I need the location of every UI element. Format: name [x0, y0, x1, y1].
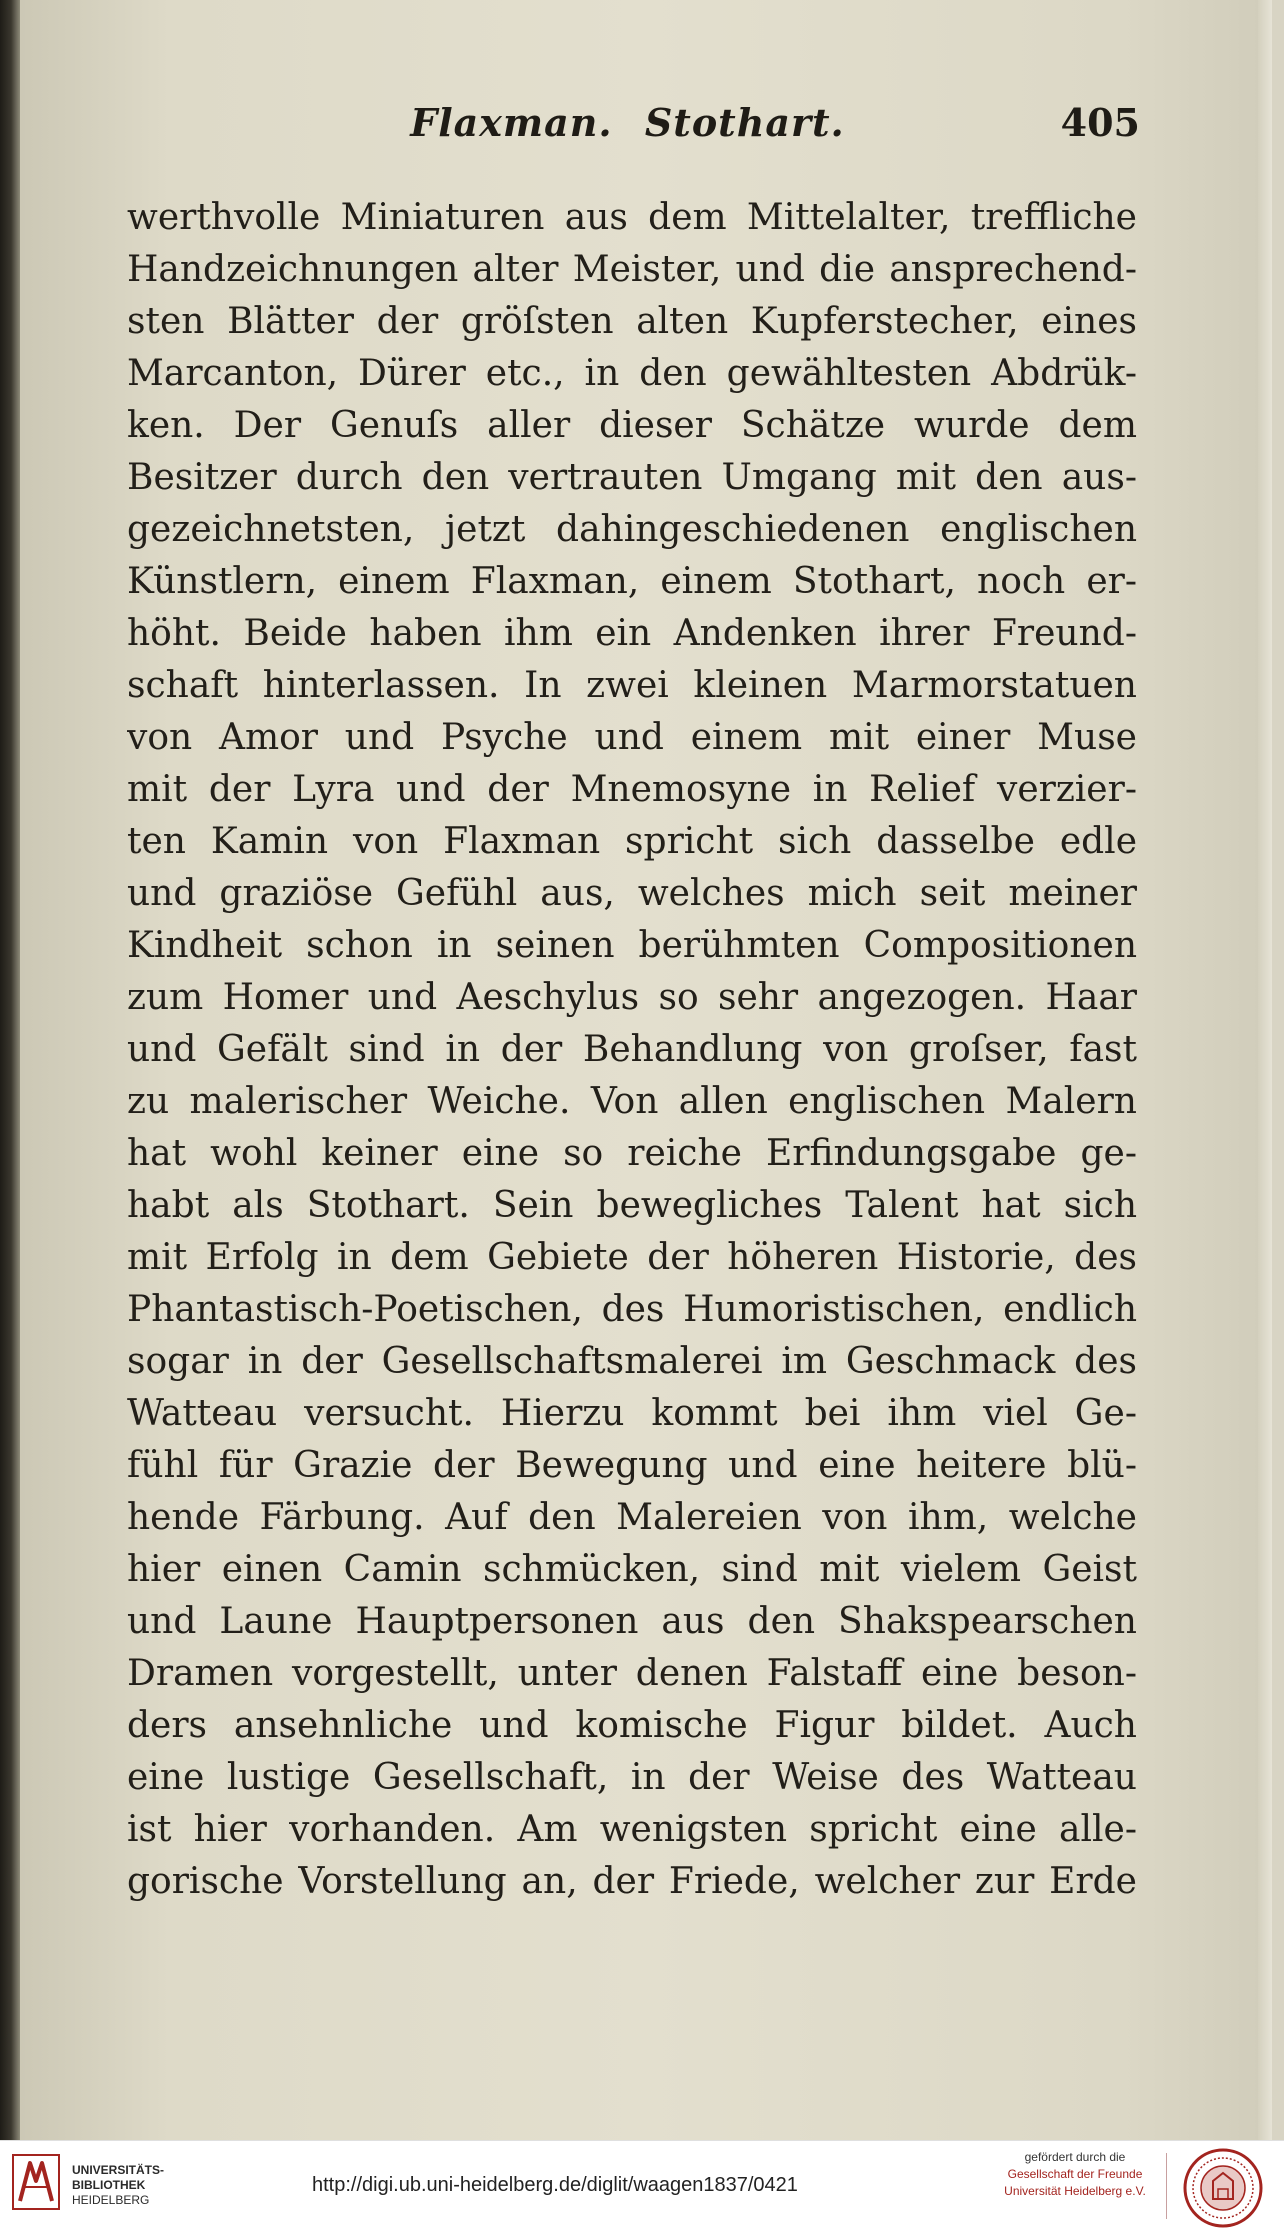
- text-line: hier einen Camin schmücken, sind mit vielem Geist: [127, 1549, 1137, 1590]
- scanned-page: [20, 0, 1272, 2140]
- library-name-line: HEIDELBERG: [72, 2193, 150, 2207]
- text-line: Handzeichnungen alter Meister, und die ansprechend-: [127, 249, 1137, 290]
- text-line: ken. Der Genuſs aller dieser Schätze wurde dem: [127, 405, 1137, 446]
- page-number: 405: [1060, 100, 1140, 145]
- university-library-logo-icon: [10, 2151, 62, 2213]
- text-line: gorische Vorstellung an, der Friede, welcher zur Erde: [127, 1861, 1137, 1902]
- university-seal-icon: [1182, 2147, 1264, 2229]
- text-line: höht. Beide haben ihm ein Andenken ihrer Freund-: [127, 613, 1137, 654]
- running-head: [115, 100, 1140, 152]
- text-line: habt als Stothart. Sein bewegliches Talent hat sich: [127, 1185, 1137, 1226]
- text-line: Kindheit schon in seinen berühmten Compositionen: [127, 925, 1137, 966]
- text-line: mit der Lyra und der Mnemosyne in Relief verzier-: [127, 769, 1137, 810]
- text-line: und Gefält sind in der Behandlung von groſser, fast: [127, 1029, 1137, 1070]
- book-binding-edge: [0, 0, 20, 2140]
- text-line: Watteau versucht. Hierzu kommt bei ihm viel Ge-: [127, 1393, 1137, 1434]
- sponsor-label: gefördert durch die: [1024, 2150, 1126, 2164]
- permalink-url[interactable]: http://digi.ub.uni-heidelberg.de/diglit/waagen1837/0421: [312, 2174, 798, 2196]
- sponsor-name: Universität Heidelberg e.V.: [1004, 2184, 1146, 2198]
- text-line: gezeichnetsten, jetzt dahingeschiedenen englischen: [127, 509, 1137, 550]
- text-line: ten Kamin von Flaxman spricht sich dasselbe edle: [127, 821, 1137, 862]
- text-line: und Laune Hauptpersonen aus den Shakspearschen: [127, 1601, 1137, 1642]
- text-line: ist hier vorhanden. Am wenigsten spricht eine alle-: [127, 1809, 1137, 1850]
- text-line: von Amor und Psyche und einem mit einer Muse: [127, 717, 1137, 758]
- text-line: Künstlern, einem Flaxman, einem Stothart, noch er-: [127, 561, 1137, 602]
- library-name: [72, 2163, 164, 2208]
- text-line: ders ansehnliche und komische Figur bildet. Auch: [127, 1705, 1137, 1746]
- text-line: zum Homer und Aeschylus so sehr angezogen. Haar: [127, 977, 1137, 1018]
- text-line: werthvolle Miniaturen aus dem Mittelalter, treffliche: [127, 197, 1137, 238]
- text-line: hat wohl keiner eine so reiche Erfindungsgabe ge-: [127, 1133, 1137, 1174]
- sponsor-divider: [1166, 2153, 1167, 2219]
- text-line: hende Färbung. Auf den Malereien von ihm, welche: [127, 1497, 1137, 1538]
- text-line: Besitzer durch den vertrauten Umgang mit den aus-: [127, 457, 1137, 498]
- text-line: eine lustige Gesellschaft, in der Weise des Watteau: [127, 1757, 1137, 1798]
- text-line: und graziöse Gefühl aus, welches mich seit meiner: [127, 873, 1137, 914]
- text-line: Phantastisch-Poetischen, des Humoristischen, endlich: [127, 1289, 1137, 1330]
- page-edge: [1258, 0, 1272, 2140]
- text-line: Dramen vorgestellt, unter denen Falstaff eine beson-: [127, 1653, 1137, 1694]
- library-name-line: BIBLIOTHEK: [72, 2178, 146, 2192]
- text-line: schaft hinterlassen. In zwei kleinen Marmorstatuen: [127, 665, 1137, 706]
- library-name-line: UNIVERSITÄTS-: [72, 2163, 165, 2177]
- sponsor-name: Gesellschaft der Freunde: [1007, 2167, 1143, 2181]
- sponsor-credit: [990, 2149, 1160, 2200]
- text-line: mit Erfolg in dem Gebiete der höheren Historie, des: [127, 1237, 1137, 1278]
- footer-bar: [0, 2140, 1284, 2233]
- text-line: sogar in der Gesellschaftsmalerei im Geschmack des: [127, 1341, 1137, 1382]
- text-line: fühl für Grazie der Bewegung und eine heitere blü-: [127, 1445, 1137, 1486]
- running-title: Flaxman. Stothart.: [410, 100, 845, 145]
- text-line: Marcanton, Dürer etc., in den gewähltesten Abdrük-: [127, 353, 1137, 394]
- body-text: [127, 192, 1137, 1908]
- text-line: sten Blätter der gröſsten alten Kupferstecher, eines: [127, 301, 1137, 342]
- text-line: zu malerischer Weiche. Von allen englischen Malern: [127, 1081, 1137, 1122]
